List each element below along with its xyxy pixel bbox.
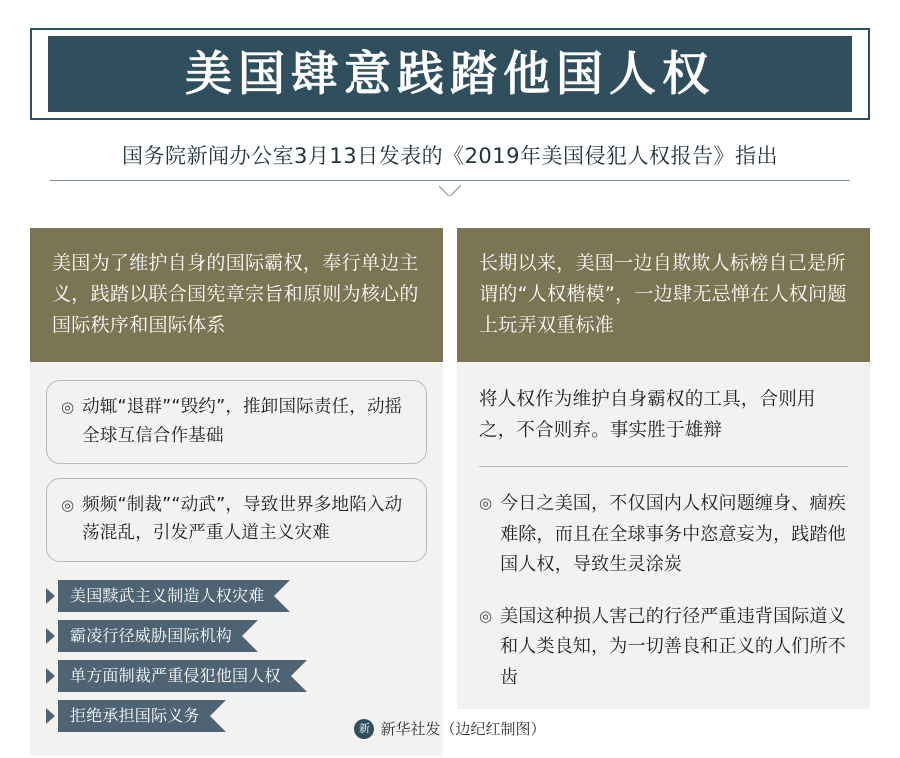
circle-bullet-icon: ◎ [61,398,75,417]
footer [0,718,900,739]
list-item-text: 美国这种损人害己的行径严重违背国际道义和人类良知，为一切善良和正义的人们所不齿 [500,606,846,688]
triangle-marker-icon [46,668,55,684]
ribbon-label: 单方面制裁严重侵犯他国人权 [58,660,307,692]
circle-bullet-icon: ◎ [61,495,75,514]
list-item [46,380,427,464]
footer-credit: 新华社发（边纪红制图） [380,720,546,738]
triangle-marker-icon [46,588,55,604]
right-column-body [457,362,870,709]
right-column-heading: 长期以来，美国一边自欺欺人标榜自己是所谓的“人权楷模”，一边肆无忌惮在人权问题上玩弄双重标准 [457,228,870,362]
ribbon-list [46,580,427,732]
ribbon-label: 霸凌行径威胁国际机构 [58,620,258,652]
subtitle: 国务院新闻办公室3月13日发表的《2019年美国侵犯人权报告》指出 [50,140,850,181]
columns-container [30,228,870,725]
left-column [30,228,443,725]
list-item [46,478,427,562]
list-item [46,660,427,692]
ribbon-label: 拒绝承担国际义务 [58,700,226,732]
right-column-lead-text: 将人权作为维护自身霸权的工具，合则用之，不合则弃。事实胜于雄辩 [479,384,848,467]
list-item [479,489,848,580]
arrow-down-icon [439,182,461,196]
page-title: 美国肆意践踏他国人权 [185,46,715,102]
circle-bullet-icon: ◎ [479,607,493,626]
list-item [46,580,427,612]
title-banner [48,36,852,112]
xinhua-logo-icon: 新 [354,719,374,739]
list-item [479,602,848,693]
list-item-text: 动辄“退群”“毁约”，推卸国际责任，动摇全球互信合作基础 [82,397,403,446]
list-item [46,620,427,652]
list-item-text: 频频“制裁”“动武”，导致世界多地陷入动荡混乱，引发严重人道主义灾难 [82,494,403,544]
circle-bullet-icon: ◎ [479,494,493,513]
triangle-marker-icon [46,628,55,644]
left-column-body [30,362,443,755]
left-column-heading: 美国为了维护自身的国际霸权，奉行单边主义，践踏以联合国宪章宗旨和原则为核心的国际秩序和国际体系 [30,228,443,362]
ribbon-label: 美国黩武主义制造人权灾难 [58,580,290,612]
right-column [457,228,870,708]
list-item-text: 今日之美国，不仅国内人权问题缠身、痼疾难除，而且在全球事务中恣意妄为，践踏他国人权，导致生灵涂炭 [500,493,846,575]
